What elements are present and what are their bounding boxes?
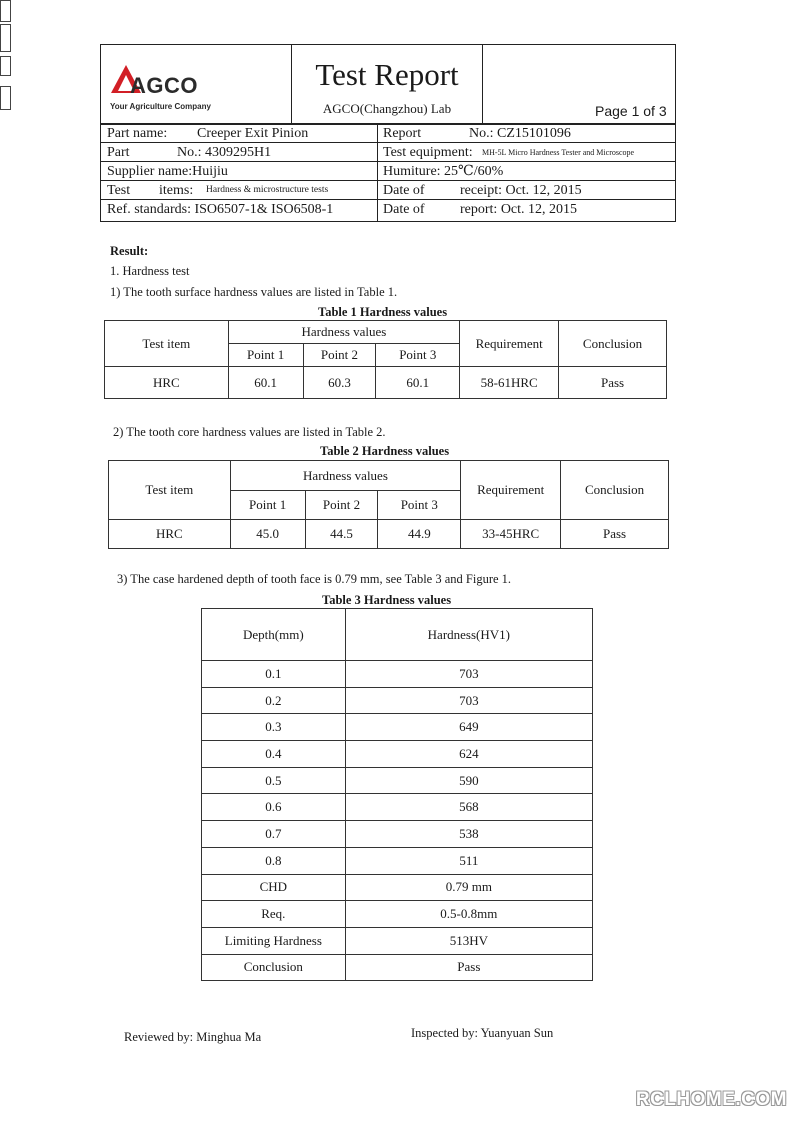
table2-point2-header: Point 2 <box>305 491 378 520</box>
table1-value-2: 60.3 <box>303 367 376 399</box>
table3-depth-header: Depth(mm) <box>202 609 346 661</box>
table1-test-item-header: Test item <box>105 321 229 367</box>
table3-hardness-cell: 0.5-0.8mm <box>345 901 592 928</box>
table1-point2-header: Point 2 <box>303 344 376 367</box>
table-row <box>202 901 593 928</box>
table1-caption: Table 1 Hardness values <box>318 305 448 319</box>
table2-value-3: 44.9 <box>378 520 461 549</box>
table1-requirement: 58-61HRC <box>460 367 559 399</box>
table-row <box>202 767 593 794</box>
table3-intro: 3) The case hardened depth of tooth face is 0.79 mm, see Table 3 and Figure 1. <box>117 572 512 586</box>
table1-conclusion-header: Conclusion <box>559 321 667 367</box>
part-no-value: No.: 4309295H1 <box>177 145 272 160</box>
table2-value-1: 45.0 <box>230 520 305 549</box>
table-row <box>202 794 593 821</box>
table3-depth-cell: 0.8 <box>202 847 346 874</box>
info-row-2 <box>101 142 675 162</box>
logo-cell <box>101 45 292 124</box>
equipment-value: MH-5L Micro Hardness Tester and Microscope <box>482 148 635 157</box>
table3-depth-cell: 0.7 <box>202 821 346 848</box>
table3-hardness-cell: 538 <box>345 821 592 848</box>
table2-point3-header: Point 3 <box>378 491 461 520</box>
supplier-name: Supplier name:Huijiu <box>107 164 228 179</box>
result-heading: Result: <box>110 244 149 258</box>
report-info-grid <box>100 123 676 222</box>
table3-hardness-header: Hardness(HV1) <box>345 609 592 661</box>
section-hardness-test: 1. Hardness test <box>110 264 190 278</box>
table3-depth-cell: Req. <box>202 901 346 928</box>
table-row <box>202 714 593 741</box>
part-name-value: Creeper Exit Pinion <box>197 126 309 141</box>
table1-value-1: 60.1 <box>228 367 303 399</box>
report-number: No.: CZ15101096 <box>469 126 571 141</box>
table-row <box>202 687 593 714</box>
table3-depth-cell: 0.3 <box>202 714 346 741</box>
table2-conclusion: Pass <box>561 520 669 549</box>
table1-row-label: HRC <box>105 367 229 399</box>
logo-wordmark: AGCO <box>130 73 198 98</box>
report-date-value: report: Oct. 12, 2015 <box>460 202 578 217</box>
receipt-date-value: receipt: Oct. 12, 2015 <box>460 183 582 198</box>
table2-hardness-values-header: Hardness values <box>230 461 461 491</box>
table-row <box>202 661 593 688</box>
test-items-label: Test <box>107 183 131 198</box>
table2-intro: 2) The tooth core hardness values are listed in Table 2. <box>113 425 386 439</box>
table-row <box>202 874 593 901</box>
table3-depth-cell: 0.5 <box>202 767 346 794</box>
table3-depth-cell: Limiting Hardness <box>202 927 346 954</box>
table2-requirement-header: Requirement <box>461 461 561 520</box>
table3-hardness-cell: Pass <box>345 954 592 981</box>
table3-hardness-depth <box>201 608 593 981</box>
info-row-4 <box>101 180 675 200</box>
table2-point1-header: Point 1 <box>230 491 305 520</box>
table3-hardness-cell: 649 <box>345 714 592 741</box>
table1-conclusion: Pass <box>559 367 667 399</box>
table1-hardness <box>104 320 667 399</box>
report-header <box>100 44 676 125</box>
table-row <box>202 821 593 848</box>
lab-name: AGCO(Changzhou) Lab <box>322 101 452 116</box>
table3-depth-cell: CHD <box>202 874 346 901</box>
table1-value-3: 60.1 <box>376 367 460 399</box>
table3-hardness-cell: 703 <box>345 687 592 714</box>
table1-point3-header: Point 3 <box>376 344 460 367</box>
inspected-by: Inspected by: Yuanyuan Sun <box>411 1026 554 1040</box>
receipt-date-label: Date of <box>383 183 425 198</box>
equipment-label: Test equipment: <box>383 145 473 160</box>
table3-hardness-cell: 703 <box>345 661 592 688</box>
table3-depth-cell: 0.2 <box>202 687 346 714</box>
table3-caption: Table 3 Hardness values <box>322 593 452 607</box>
table1-point1-header: Point 1 <box>228 344 303 367</box>
report-label: Report <box>383 126 422 141</box>
table3-depth-cell: Conclusion <box>202 954 346 981</box>
table2-row-label: HRC <box>109 520 231 549</box>
page-indicator: Page 1 of 3 <box>595 103 667 119</box>
part-no-label: Part <box>107 145 130 160</box>
table3-depth-cell: 0.1 <box>202 661 346 688</box>
table3-hardness-cell: 0.79 mm <box>345 874 592 901</box>
info-row-5 <box>101 199 675 221</box>
table3-hardness-cell: 624 <box>345 741 592 768</box>
table3-hardness-cell: 511 <box>345 847 592 874</box>
table-row <box>202 954 593 981</box>
table2-hardness <box>108 460 669 549</box>
ref-standards: Ref. standards: ISO6507-1& ISO6508-1 <box>107 202 334 217</box>
scan-edge-artifact <box>0 0 12 112</box>
table1-requirement-header: Requirement <box>460 321 559 367</box>
info-row-1 <box>101 123 675 143</box>
table1-intro: 1) The tooth surface hardness values are listed in Table 1. <box>110 285 398 299</box>
table-row <box>202 847 593 874</box>
info-row-3 <box>101 161 675 181</box>
reviewed-by: Reviewed by: Minghua Ma <box>124 1030 262 1044</box>
table3-hardness-cell: 590 <box>345 767 592 794</box>
humidity: Humiture: 25℃/60% <box>383 164 504 179</box>
table2-test-item-header: Test item <box>109 461 231 520</box>
table2-requirement: 33-45HRC <box>461 520 561 549</box>
site-watermark: RCLHOME.COM <box>635 1089 787 1110</box>
table3-hardness-cell: 568 <box>345 794 592 821</box>
test-items-value: Hardness & microstructure tests <box>206 185 329 195</box>
table3-hardness-cell: 513HV <box>345 927 592 954</box>
report-title: Test Report <box>315 57 459 92</box>
report-date-label: Date of <box>383 202 425 217</box>
table-row <box>202 927 593 954</box>
table-row <box>202 741 593 768</box>
part-name-label: Part name: <box>107 126 168 141</box>
table2-conclusion-header: Conclusion <box>561 461 669 520</box>
title-cell <box>292 45 483 124</box>
logo-tagline: Your Agriculture Company <box>110 102 211 111</box>
table3-depth-cell: 0.4 <box>202 741 346 768</box>
table2-value-2: 44.5 <box>305 520 378 549</box>
table2-caption: Table 2 Hardness values <box>320 444 450 458</box>
test-items-label2: items: <box>159 183 194 198</box>
table1-hardness-values-header: Hardness values <box>228 321 460 344</box>
table3-depth-cell: 0.6 <box>202 794 346 821</box>
